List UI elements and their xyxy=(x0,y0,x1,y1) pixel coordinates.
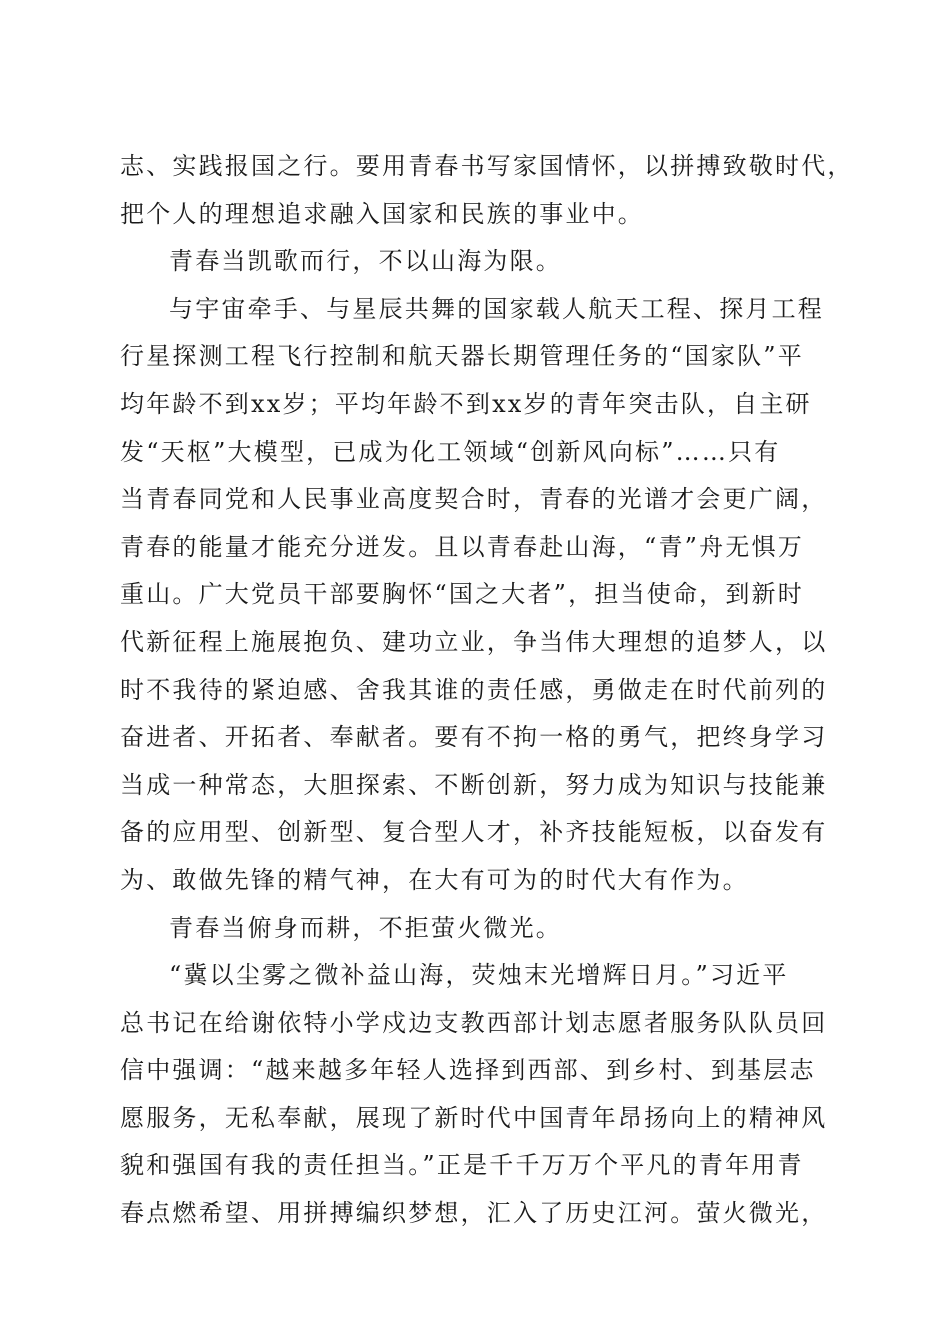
text-line: 青春当俯身而耕，不拒萤火微光。 xyxy=(169,913,562,942)
text-line: 志、实践报国之行。要用青春书写家国情怀，以拼搏致敬时代， xyxy=(120,152,854,180)
text-line: 貌和强国有我的责任担当。”正是千千万万个平凡的青年用青 xyxy=(120,1151,804,1180)
text-line: 青春当凯歌而行，不以山海为限。 xyxy=(169,247,562,276)
text-line: 总书记在给谢依特小学戍边支教西部计划志愿者服务队队员回 xyxy=(120,1008,828,1037)
text-line: 均年龄不到xx岁；平均年龄不到xx岁的青年突击队，自主研 xyxy=(120,389,812,418)
text-line: 与宇宙牵手、与星辰共舞的国家载人航天工程、探月工程 xyxy=(169,294,824,323)
text-line: 把个人的理想追求融入国家和民族的事业中。 xyxy=(120,199,644,228)
text-line: 行星探测工程飞行控制和航天器长期管理任务的“国家队”平 xyxy=(120,342,804,371)
document-body xyxy=(120,143,854,1238)
text-line: “冀以尘雾之微补益山海，荧烛末光增辉日月。”习近平 xyxy=(169,961,789,990)
text-line: 备的应用型、创新型、复合型人才，补齐技能短板，以奋发有 xyxy=(120,818,828,847)
text-line: 当青春同党和人民事业高度契合时，青春的光谱才会更广阔， xyxy=(120,485,828,514)
text-line: 春点燃希望、用拼搏编织梦想，汇入了历史江河。萤火微光， xyxy=(120,1199,828,1228)
text-line: 奋进者、开拓者、奉献者。要有不拘一格的勇气，把终身学习 xyxy=(120,723,828,752)
text-line: 发“天枢”大模型，已成为化工领域“创新风向标”……只有 xyxy=(120,437,781,466)
text-line: 重山。广大党员干部要胸怀“国之大者”，担当使命，到新时 xyxy=(120,580,804,609)
text-line: 为、敢做先锋的精气神，在大有可为的时代大有作为。 xyxy=(120,865,749,894)
text-line: 愿服务，无私奉献，展现了新时代中国青年昂扬向上的精神风 xyxy=(120,1103,828,1132)
text-line: 青春的能量才能充分迸发。且以青春赴山海，“青”舟无惧万 xyxy=(120,532,804,561)
text-line: 信中强调：“越来越多年轻人选择到西部、到乡村、到基层志 xyxy=(120,1056,816,1085)
text-line: 代新征程上施展抱负、建功立业，争当伟大理想的追梦人，以 xyxy=(120,627,828,656)
text-line: 当成一种常态，大胆探索、不断创新，努力成为知识与技能兼 xyxy=(120,770,828,799)
text-line: 时不我待的紧迫感、舍我其谁的责任感，勇做走在时代前列的 xyxy=(120,675,828,704)
